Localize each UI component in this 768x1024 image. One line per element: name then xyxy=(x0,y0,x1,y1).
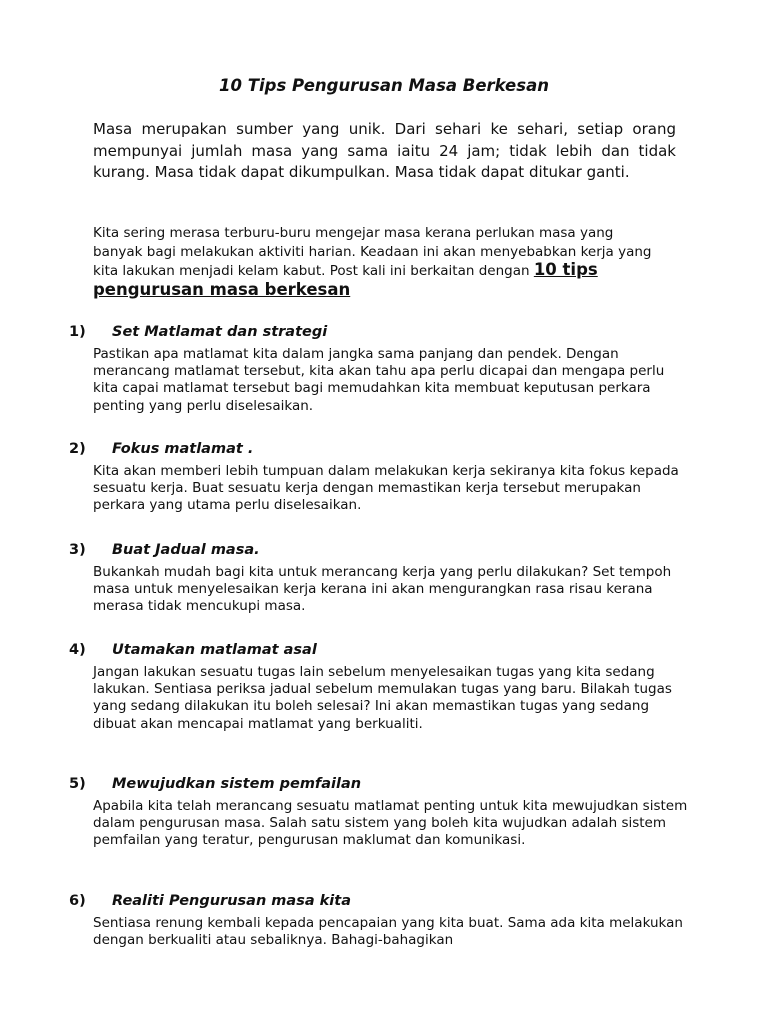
tip-title: Fokus matlamat . xyxy=(112,441,254,457)
tip-section-6 xyxy=(69,893,699,949)
document-title: 10 Tips Pengurusan Masa Berkesan xyxy=(219,76,549,95)
tip-number: 4) xyxy=(69,642,86,658)
tip-number: 5) xyxy=(69,776,86,792)
tip-body: Apabila kita telah merancang sesuatu matlamat penting untuk kita mewujudkan sistem dalam pengurusan masa. Salah satu sistem yang boleh kita wujudkan adalah sistem pemfailan yang teratur, pengurusan maklumat dan komunikasi. xyxy=(93,798,688,849)
tip-heading xyxy=(69,441,699,463)
tip-body: Pastikan apa matlamat kita dalam jangka sama panjang dan pendek. Dengan merancang matlamat tersebut, kita akan tahu apa perlu dicapai dan mengapa perlu kita capai matlamat tersebut bagi memudahkan kita membuat keputusan perkara penting yang perlu diselesaikan. xyxy=(93,346,665,414)
tip-heading xyxy=(69,776,699,798)
tip-body: Kita akan memberi lebih tumpuan dalam melakukan kerja sekiranya kita fokus kepada sesuatu kerja. Buat sesuatu kerja dengan memastikan kerja tersebut merupakan perkara yang utama perlu diselesaikan. xyxy=(93,463,679,514)
tip-section-1 xyxy=(69,324,699,415)
tip-heading xyxy=(69,542,699,564)
tip-body: Bukankah mudah bagi kita untuk merancang kerja yang perlu dilakukan? Set tempoh masa untuk menyelesaikan kerja kerana ini akan mengurangkan rasa risau kerana merasa tidak mencukupi masa. xyxy=(93,564,672,615)
tip-heading xyxy=(69,642,699,664)
tip-title: Utamakan matlamat asal xyxy=(112,642,317,658)
tip-title: Mewujudkan sistem pemfailan xyxy=(112,776,362,792)
highlight-link-text: 10 tips pengurusan masa berkesan xyxy=(93,260,598,299)
body-paragraph-text: Kita sering merasa terburu-buru mengejar masa kerana perlukan masa yang banyak bagi melakukan aktiviti harian. Keadaan ini akan menyebabkan kerja yang kita lakukan menjadi kelam kabut. Post kali ini berkaitan dengan xyxy=(93,225,652,279)
tip-number: 1) xyxy=(69,324,86,340)
tip-number: 3) xyxy=(69,542,86,558)
tip-section-3 xyxy=(69,542,699,616)
tip-title: Realiti Pengurusan masa kita xyxy=(112,893,351,909)
tip-number: 6) xyxy=(69,893,86,909)
tip-number: 2) xyxy=(69,441,86,457)
tip-title: Buat Jadual masa. xyxy=(112,542,260,558)
tip-heading xyxy=(69,324,699,346)
intro-paragraph: Masa merupakan sumber yang unik. Dari sehari ke sehari, setiap orang mempunyai jumlah masa yang sama iaitu 24 jam; tidak lebih dan tidak kurang. Masa tidak dapat dikumpulkan. Masa tidak dapat ditukar ganti. xyxy=(93,120,676,181)
tip-section-2 xyxy=(69,441,699,515)
tip-body: Jangan lakukan sesuatu tugas lain sebelum menyelesaikan tugas yang kita sedang lakukan. Sentiasa periksa jadual sebelum memulakan tugas yang baru. Bilakah tugas yang sedang dilakukan itu boleh selesai? Ini akan memastikan tugas yang sedang dibuat akan mencapai matlamat yang berkualiti. xyxy=(93,664,672,732)
body-paragraph xyxy=(93,224,663,300)
tip-section-5 xyxy=(69,776,699,850)
tip-body: Sentiasa renung kembali kepada pencapaian yang kita buat. Sama ada kita melakukan dengan berkualiti atau sebaliknya. Bahagi-bahagikan xyxy=(93,915,683,949)
tip-title: Set Matlamat dan strategi xyxy=(112,324,328,340)
tip-section-4 xyxy=(69,642,699,733)
tip-heading xyxy=(69,893,699,915)
